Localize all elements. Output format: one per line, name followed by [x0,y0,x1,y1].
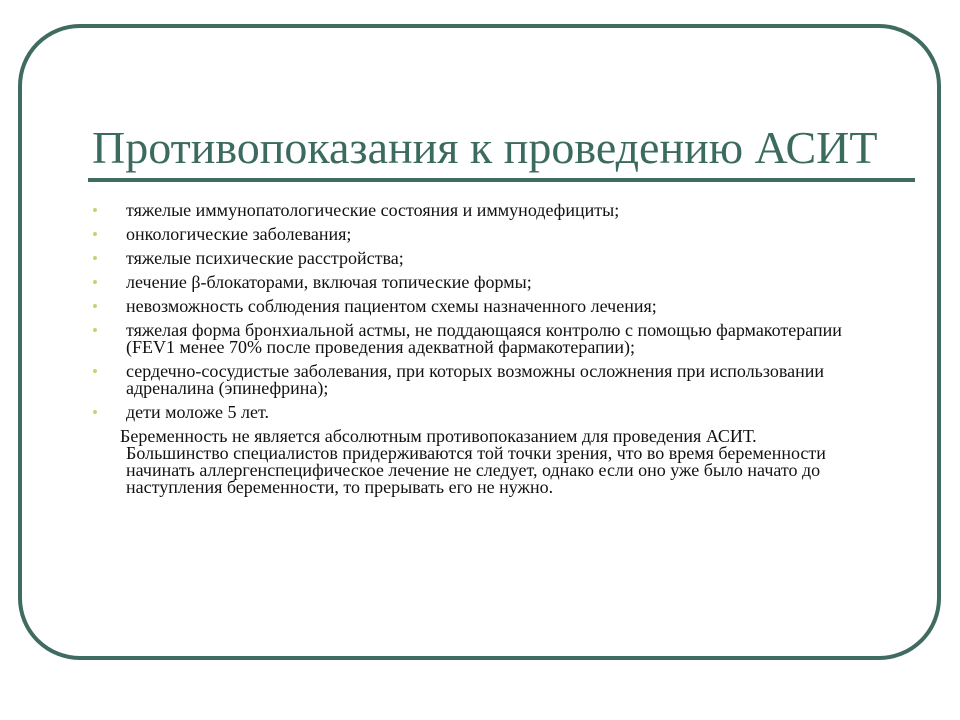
bullet-icon: • [92,273,98,292]
bullet-icon: • [92,362,98,381]
pregnancy-note-body: Большинство специалистов придерживаются той точки зрения, что во время беременности начинать аллергенспецифическое лечение не следует, однако если оно уже было начато до наступления беременности, то прерывать его не нужно. [126,443,826,497]
list-item-text: тяжелые иммунопатологические состояния и иммунодефициты; [126,200,620,220]
slide-content [92,202,882,496]
list-item-text: лечение β-блокаторами, включая топические формы; [126,272,532,292]
bullet-icon: • [92,321,98,340]
slide-title: Противопоказания к проведению АСИТ [92,122,878,173]
list-item-text: дети моложе 5 лет. [126,402,270,422]
list-item-text: онкологические заболевания; [126,224,352,244]
list-item [92,202,882,219]
title-underline [88,178,915,182]
bullet-icon: • [92,403,98,422]
list-item-text: сердечно-сосудистые заболевания, при которых возможны осложнения при использовании адреналина (эпинефрина); [126,361,825,398]
list-item [92,274,882,291]
list-item [92,226,882,243]
bullet-icon: • [92,249,98,268]
pregnancy-note [120,428,882,496]
bullet-icon: • [92,297,98,316]
bullet-icon: • [92,225,98,244]
list-item [92,404,882,421]
list-item [92,250,882,267]
list-item-text: тяжелая форма бронхиальной астмы, не поддающаяся контролю с помощью фармакотерапии (FEV1 менее 70% после проведения адекватной фармакотерапии); [126,320,842,357]
list-item-text: невозможность соблюдения пациентом схемы назначенного лечения; [126,296,657,316]
list-item [92,363,882,397]
pregnancy-note-first-line: Беременность не является абсолютным противопоказанием для проведения АСИТ. [120,426,757,446]
list-item [92,322,882,356]
bullet-icon: • [92,201,98,220]
contraindications-list [92,202,882,421]
list-item [92,298,882,315]
list-item-text: тяжелые психические расстройства; [126,248,404,268]
